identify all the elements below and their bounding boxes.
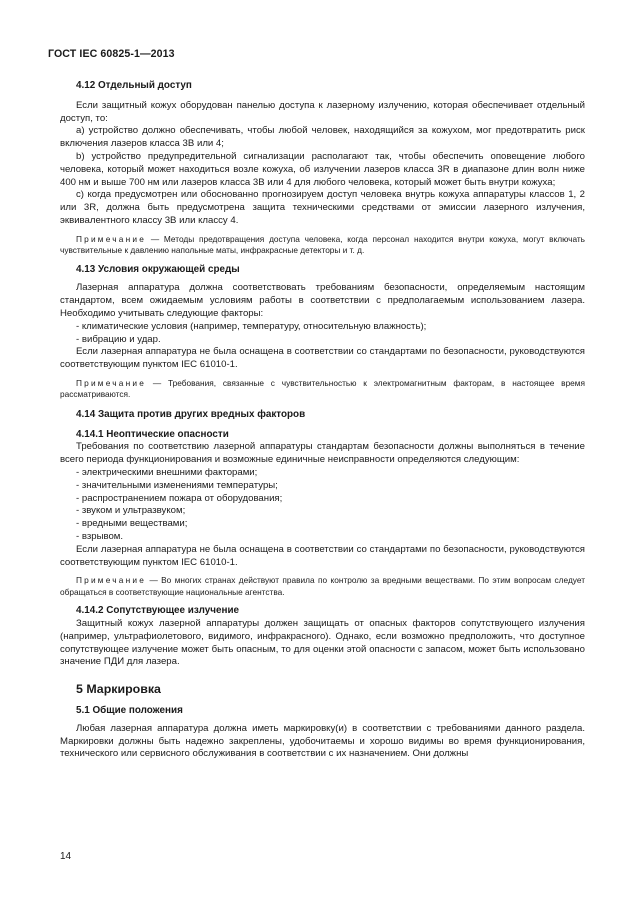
section-4-14-1-para1: Требования по соответствию лазерной аппаратуры стандартам безопасности должны выполняться в течение всего периода функционирования и возможные единичные неисправности определяются следующим: (60, 441, 585, 466)
note-text: — Методы предотвращения доступа человека, когда персонал находится внутри кожуха, могут включать чувствительные к давлению напольные маты, инфракрасные детекторы и т. д. (60, 233, 585, 256)
section-5-title: 5 Маркировка (76, 682, 161, 697)
section-4-13-para1: Лазерная аппаратура должна соответствовать требованиям безопасности, определяемым настоящим стандартом, всем ожидаемым условиям работы в соответствии с предполагаемым использованием лазера. Необходимо учитывать следующие факторы: (60, 282, 585, 319)
section-4-14-note (60, 575, 585, 598)
section-4-13-note (60, 378, 585, 401)
section-4-13-para2: Если лазерная аппаратура не была оснащена в соответствии со стандартами по безопасности, руководствуются соответствующим пунктом IEC 61010-1. (60, 346, 585, 371)
note-label: Примечание (76, 233, 147, 244)
section-4-14-1-para2: Если лазерная аппаратура не была оснащена в соответствии со стандартами по безопасности, руководствуются соответствующим пунктом IEC 61010-1. (60, 543, 585, 568)
page-number: 14 (60, 851, 72, 862)
section-4-12-item-b: b) устройство предупредительной сигнализации располагают так, чтобы обеспечить оповещение любого человека, который может находиться возле кожуха, об излучении лазеров класса 3R в диапазоне длин волн ниже 400 нм и выше 700 нм или лазеров класса 3В или 4 для любого человека, который может быть внутри кожуха; (60, 150, 585, 188)
standard-code-header: ГОСТ IEC 60825-1—2013 (48, 48, 175, 60)
section-4-12-intro: Если защитный кожух оборудован панелью доступа к лазерному излучению, которая обеспечивает отдельный доступ, то: (60, 99, 585, 124)
section-4-12-title: 4.12 Отдельный доступ (76, 80, 192, 91)
list-item: - взрывом. (76, 530, 124, 542)
list-item: - значительными изменениями температуры; (76, 479, 278, 491)
section-4-12-item-c: с) когда предусмотрен или обоснованно прогнозируем доступ человека внутрь кожуха аппаратуры классов 1, 2 или 3R, должна быть предусмотрена защита техническими средствами от эмиссии лазерного излучения, эквивалентного классу 3В или классу 4. (60, 189, 585, 226)
section-5-1-title: 5.1 Общие положения (76, 704, 183, 716)
list-item: - климатические условия (например, температуру, относительную влажность); (76, 320, 427, 332)
list-item: - звуком и ультразвуком; (76, 505, 186, 517)
note-label: Примечание (76, 377, 147, 388)
note-text: — Требования, связанные с чувствительностью к электромагнитным факторам, в настоящее время рассматриваются. (60, 377, 585, 400)
list-item: - вибрацию и удар. (76, 333, 161, 345)
section-4-14-1-title: 4.14.1 Неоптические опасности (76, 428, 229, 440)
page-body (60, 80, 585, 761)
section-4-14-title: 4.14 Защита против других вредных факторов (76, 408, 306, 420)
note-text: — Во многих странах действуют правила по контролю за вредными веществами. По этим вопросам следует обращаться в соответствующие национальные агентства. (60, 575, 585, 597)
section-4-12-note (60, 234, 585, 257)
section-5-1-para: Любая лазерная аппаратура должна иметь маркировку(и) в соответствии с требованиями данного раздела. Маркировки должны быть надежно закреплены, удобочитаемы и хорошо видимы во время функционирования, технического или сервисного обслуживания в соответствии с их назначением. Они должны (60, 722, 585, 760)
section-4-13-title: 4.13 Условия окружающей среды (76, 263, 240, 275)
list-item: - вредными веществами; (76, 518, 188, 530)
list-item: - распространением пожара от оборудования; (76, 492, 283, 504)
section-4-14-2-para: Защитный кожух лазерной аппаратуры должен защищать от опасных факторов сопутствующего излучения (например, ультрафиолетового, видимого, инфракрасного). Однако, если возможно предположить, что доступное сопутствующее излучение может быть опасным, то для оценки этой опасности с запасом, может быть использовано значение ПДИ для лазера. (60, 617, 585, 668)
note-label: Примечание (76, 575, 147, 586)
section-4-12-item-a: а) устройство должно обеспечивать, чтобы любой человек, находящийся за кожухом, мог предотвратить риск включения лазеров класса 3В или 4; (60, 125, 585, 150)
list-item: - электрическими внешними факторами; (76, 466, 258, 478)
section-4-14-2-title: 4.14.2 Сопутствующее излучение (76, 605, 240, 617)
